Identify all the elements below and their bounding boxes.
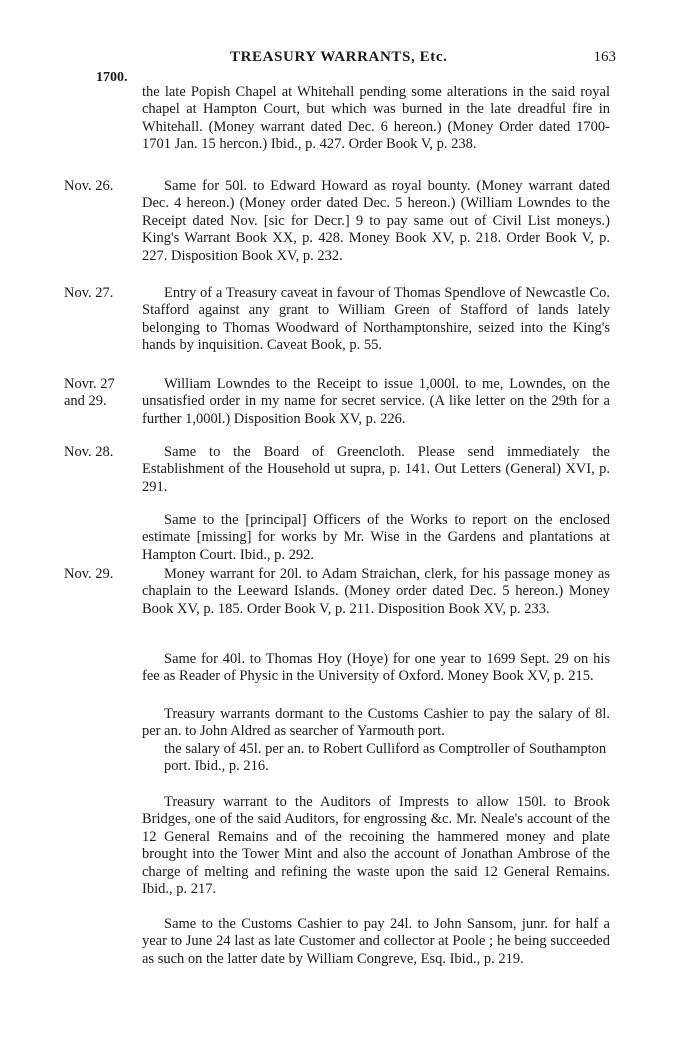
entry-text: Same to the Customs Cashier to pay 24l. to John Sansom, junr. for half a year to June 24 last as late Customer and collector at Poole ; he being succeeded as such on the latter date by William Congreve, Esq. Ibid., p. 219.: [142, 916, 610, 967]
entry-text: William Lowndes to the Receipt to issue 1,000l. to me, Lowndes, on the unsatisfied order in my name for secret service. (A like letter on the 29th for a further 1,000l.) Disposition Book XV, p. 226.: [142, 376, 610, 427]
page-number: 163: [593, 49, 616, 65]
entry-text: Same to the [principal] Officers of the Works to report on the enclosed estimate [missing] for works by Mr. Wise in the Gardens and plantations at Hampton Court. Ibid., p. 292.: [142, 512, 610, 563]
entry-text: the late Popish Chapel at Whitehall pending some alterations in the said royal chapel at Hampton Court, but which was burned in the late dreadful fire in Whitehall. (Money warrant dated Dec. 6 hereon.) (Money Order dated 1700-1701 Jan. 15 hercon.) Ibid., p. 427. Order Book V, p. 238.: [142, 84, 610, 153]
entry-date: Novr. 27 and 29.: [64, 376, 115, 409]
running-title: TREASURY WARRANTS, Etc.: [230, 49, 448, 65]
running-head: [0, 49, 674, 69]
entry-date: Nov. 27.: [64, 285, 114, 301]
entry-text: Treasury warrant to the Auditors of Imprests to allow 150l. to Brook Bridges, one of the said Auditors, for engrossing &c. Mr. Neale's account of the 12 General Remains and of the recoining the hammered money and plate brought into the Tower Mint and also the account of Jonathan Ambrose of the charge of melting and refining the waste upon the said 12 General Remains. Ibid., p. 217.: [142, 794, 610, 898]
entry-text: Same to the Board of Greencloth. Please send immediately the Establishment of the Household ut supra, p. 141. Out Letters (General) XVI, p. 291.: [142, 444, 610, 495]
entry-text: Entry of a Treasury caveat in favour of Thomas Spendlove of Newcastle Co. Stafford against any grant to William Green of Stafford of lands lately belonging to Thomas Woodward of Northamptonshire, seized into the King's hands by inquisition. Caveat Book, p. 55.: [142, 285, 610, 354]
entry-text: Same for 40l. to Thomas Hoy (Hoye) for one year to 1699 Sept. 29 on his fee as Reader of Physic in the University of Oxford. Money Book XV, p. 215.: [142, 651, 610, 685]
entry-date: Nov. 26.: [64, 178, 114, 194]
entry-date: Nov. 28.: [64, 444, 114, 460]
entry-date: Nov. 29.: [64, 566, 114, 582]
entry-text: Money warrant for 20l. to Adam Straichan, clerk, for his passage money as chaplain to the Leeward Islands. (Money order dated Dec. 5 hereon.) Money Book XV, p. 185. Order Book V, p. 211. Disposition Book XV, p. 233.: [142, 566, 610, 617]
entry-subtext: the salary of 45l. per an. to Robert Culliford as Comptroller of Southampton port. Ibid., p. 216.: [164, 741, 607, 775]
year-marker: 1700.: [96, 70, 128, 85]
entry-text: Same for 50l. to Edward Howard as royal bounty. (Money warrant dated Dec. 4 hereon.) (Money order dated Dec. 5 hereon.) (William Lowndes to the Receipt dated Nov. [sic for Decr.] 9 to pay same out of Civil List moneys.) King's Warrant Book XX, p. 428. Money Book XV, p. 218. Order Book V, p. 227. Disposition Book XV, p. 232.: [142, 178, 610, 264]
entry-text: Treasury warrants dormant to the Customs Cashier to pay the salary of 8l. per an. to John Aldred as searcher of Yarmouth port.: [142, 706, 610, 740]
